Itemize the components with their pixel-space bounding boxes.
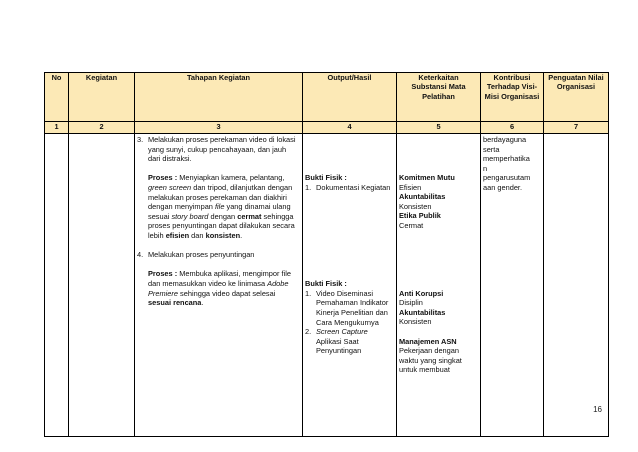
header-kontribusi: Kontribusi Terhadap Visi-Misi Organisasi [481,73,544,122]
header-keterkaitan: Keterkaitan Substansi Mata Pelatihan [397,73,481,122]
page-number: 16 [593,405,602,414]
column-number: 4 [303,122,397,134]
column-number: 7 [544,122,609,134]
value-group-title: Komitmen Mutu [399,173,455,182]
header-no: No [45,73,69,122]
proses-4: Proses : Membuka aplikasi, mengimpor file dan memasukkan video ke linimasa Adobe Premiere sehingga video dapat selesai sesuai rencana. [148,269,291,308]
header-tahapan: Tahapan Kegiatan [135,73,303,122]
value-group-title: Akuntabilitas [399,192,446,202]
value-group-title: Anti Korupsi [399,288,444,298]
column-number-row [45,122,609,134]
step-4 [137,250,300,260]
column-number: 1 [45,122,69,134]
header-kegiatan: Kegiatan [69,73,135,122]
header-penguatan: Penguatan Nilai Organisasi [544,73,609,122]
cell-output [303,134,397,437]
column-number: 2 [69,122,135,134]
cell-penguatan [544,134,609,437]
header-row [45,73,609,122]
output-item: 1. Dokumentasi Kegiatan [305,182,391,192]
header-output: Output/Hasil [303,73,397,122]
value-group-title: Etika Publik [399,211,441,221]
cell-kontribusi: berdayaguna serta memperhatika n pengarusutam aan gender. [481,134,544,437]
column-number: 3 [135,122,303,134]
cell-keterkaitan: Komitmen Mutu Efisien Akuntabilitas Konsisten Etika Publik Cermat Anti Korupsi Disiplin Akuntabilitas Konsisten Manajemen ASN Pekerjaan dengan waktu yang singkat untuk membuat [397,134,481,437]
value-group-title: Akuntabilitas [399,307,446,317]
bukti-fisik-label: Bukti Fisik : [305,279,347,289]
output-item: 2. Screen Capture Aplikasi Saat Penyuntingan [305,327,368,356]
column-number: 6 [481,122,544,134]
column-number: 5 [397,122,481,134]
bukti-fisik-label: Bukti Fisik : [305,173,347,182]
output-item: 1. Video Diseminasi Pemahaman Indikator Kinerja Penelitian dan Cara Mengukurnya [305,288,389,327]
step-text: Melakukan proses perekaman video di lokasi yang sunyi, cukup pencahayaan, dan jauh dari distraksi. [148,135,296,164]
table-row [45,134,609,437]
step-3 [137,135,300,164]
value-group-title: Manajemen ASN [399,336,457,346]
cell-tahapan [135,134,303,437]
proses-label: Proses : [148,173,178,183]
proses-label: Proses : [148,269,178,279]
cell-kegiatan [69,134,135,437]
step-text: Melakukan proses penyuntingan [148,250,255,260]
step-number: 4. [137,250,144,260]
activity-table [44,72,609,437]
step-number: 3. [137,135,144,144]
proses-3: Proses : Menyiapkan kamera, pelantang, green screen dan tripod, dilanjutkan dengan melakukan proses perekaman dan diakhiri dengan menyimpan file yang dinamai ulang sesuai story board dengan cermat sehingga proses penyuntingan dapat dilakukan secara lebih efisien dan konsisten. [148,173,295,240]
cell-no [45,134,69,437]
